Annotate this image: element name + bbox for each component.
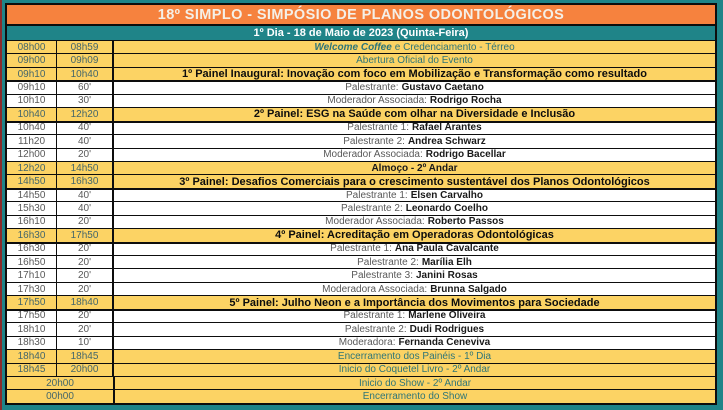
description-cell: Encerramento dos Painéis - 1º Dia xyxy=(337,350,492,362)
time-start-cell: 18h10 xyxy=(7,323,57,335)
speaker-role-label: Palestrante 2: xyxy=(341,202,403,214)
time-start-cell: 10h10 xyxy=(7,95,57,107)
speaker-role-label: Moderadora Associada: xyxy=(322,283,428,295)
time-start-cell: 17h50 xyxy=(7,296,57,308)
agenda-rows xyxy=(7,41,715,403)
time-start-cell: 15h30 xyxy=(7,202,57,214)
description-cell xyxy=(114,337,715,349)
event-title-text: 18º SIMPLO - SIMPÓSIO DE PLANOS ODONTOLÓGICOS xyxy=(157,6,565,23)
day-subtitle xyxy=(7,26,715,41)
description-cell: 4º Painel: Acreditação em Operadoras Odontológicas xyxy=(275,229,554,242)
agenda-row xyxy=(7,390,715,402)
speaker-name: Roberto Passos xyxy=(427,216,504,228)
description-cell xyxy=(114,81,715,93)
time-end-cell: 12h20 xyxy=(57,108,114,120)
time-merged-cell: 20h00 xyxy=(7,377,115,389)
speaker-role-label: Moderador Associada: xyxy=(325,216,425,228)
description-cell xyxy=(114,283,715,295)
agenda-row xyxy=(7,269,715,282)
time-end-cell: 20' xyxy=(57,269,114,281)
agenda-row xyxy=(7,350,715,363)
time-end-cell: 17h50 xyxy=(57,229,114,241)
time-start-cell: 14h50 xyxy=(7,189,57,201)
time-end-cell: 40' xyxy=(57,189,114,201)
description-cell: 1º Painel Inaugural: Inovação com foco em Mobilização e Transformação como resultado xyxy=(182,68,647,81)
time-end-cell: 40' xyxy=(57,202,114,214)
time-end-cell: 30' xyxy=(57,95,114,107)
description-cell xyxy=(114,122,715,134)
description-cell: Inicio do Show - 2º Andar xyxy=(358,377,472,389)
description-cell xyxy=(114,256,715,268)
time-end-cell: 16h30 xyxy=(57,175,114,187)
speaker-role-label: Palestrante: xyxy=(345,82,399,94)
description-cell xyxy=(114,269,715,281)
speaker-name: Rodrigo Rocha xyxy=(429,95,502,107)
description-cell xyxy=(114,310,715,322)
time-end-cell: 08h59 xyxy=(57,41,114,53)
description-cell xyxy=(114,243,715,255)
time-start-cell: 16h30 xyxy=(7,229,57,241)
speaker-role-label: Palestrante 2: xyxy=(344,323,407,335)
agenda-row xyxy=(7,229,715,242)
speaker-role-label: Moderador Associada: xyxy=(327,95,427,107)
speaker-role-label: Palestrante 1: xyxy=(347,122,410,134)
agenda-row xyxy=(7,202,715,215)
time-end-cell: 09h09 xyxy=(57,54,114,66)
description-cell xyxy=(114,41,715,53)
time-end-cell: 14h50 xyxy=(57,162,114,174)
speaker-name: Elsen Carvalho xyxy=(410,189,483,201)
description-cell: Encerramento do Show xyxy=(362,391,468,403)
time-end-cell: 20' xyxy=(57,216,114,228)
speaker-role-label: Palestrante 3: xyxy=(351,270,413,282)
description-cell: Almoço - 2º Andar xyxy=(371,162,458,174)
agenda-row xyxy=(7,122,715,135)
agenda-row xyxy=(7,95,715,108)
speaker-role-label: Moderador Associada: xyxy=(323,149,423,161)
speaker-name: Fernanda Ceneviva xyxy=(398,337,491,349)
agenda-row xyxy=(7,54,715,67)
time-end-cell: 18h40 xyxy=(57,296,114,308)
description-cell: Abertura Oficial do Evento xyxy=(356,55,473,67)
agenda-row xyxy=(7,41,715,54)
agenda-row xyxy=(7,135,715,148)
speaker-name: Andrea Schwarz xyxy=(407,135,486,147)
speaker-name: Brunna Salgado xyxy=(430,283,507,295)
agenda-row xyxy=(7,108,715,121)
welcome-rest-label: e Credenciamento - Térreo xyxy=(394,41,515,53)
speaker-name: Janini Rosas xyxy=(416,270,478,282)
agenda-row xyxy=(7,310,715,323)
time-start-cell: 16h30 xyxy=(7,243,57,255)
description-cell xyxy=(114,216,715,228)
event-title xyxy=(7,5,715,26)
day-subtitle-text: 1º Dia - 18 de Maio de 2023 (Quinta-Feira) xyxy=(253,27,469,39)
time-start-cell: 09h00 xyxy=(7,54,57,66)
agenda-table xyxy=(5,3,717,405)
time-start-cell: 16h10 xyxy=(7,216,57,228)
description-cell xyxy=(114,149,715,161)
time-end-cell: 40' xyxy=(57,122,114,134)
agenda-row xyxy=(7,175,715,188)
agenda-row xyxy=(7,256,715,269)
time-start-cell: 17h50 xyxy=(7,310,57,322)
time-start-cell: 12h00 xyxy=(7,149,57,161)
time-end-cell: 20h00 xyxy=(57,364,114,376)
description-cell: 5º Painel: Julho Neon e a Importância dos Movimentos para Sociedade xyxy=(229,296,600,309)
welcome-coffee-label: Welcome Coffee xyxy=(314,41,392,53)
speaker-name: Leonardo Coelho xyxy=(405,202,488,214)
description-cell: Inicio do Coquetel Livro - 2º Andar xyxy=(338,364,491,376)
time-start-cell: 17h10 xyxy=(7,269,57,281)
agenda-row xyxy=(7,243,715,256)
time-start-cell: 14h50 xyxy=(7,175,57,187)
time-end-cell: 20' xyxy=(57,323,114,335)
agenda-row xyxy=(7,216,715,229)
time-start-cell: 08h00 xyxy=(7,41,57,53)
time-start-cell: 18h40 xyxy=(7,350,57,362)
time-start-cell: 18h30 xyxy=(7,337,57,349)
speaker-role-label: Palestrante 1: xyxy=(346,189,408,201)
description-cell xyxy=(114,323,715,335)
page-left-edge xyxy=(0,0,2,410)
time-end-cell: 20' xyxy=(57,243,114,255)
speaker-name: Marlene Oliveira xyxy=(408,310,486,322)
time-end-cell: 20' xyxy=(57,283,114,295)
agenda-row xyxy=(7,377,715,390)
agenda-row xyxy=(7,283,715,296)
agenda-row xyxy=(7,364,715,377)
agenda-row xyxy=(7,296,715,309)
time-end-cell: 20' xyxy=(57,310,114,322)
time-start-cell: 09h10 xyxy=(7,68,57,80)
speaker-name: Rodrigo Bacellar xyxy=(425,149,506,161)
time-end-cell: 40' xyxy=(57,135,114,147)
description-cell xyxy=(114,135,715,147)
agenda-row xyxy=(7,81,715,94)
agenda-row xyxy=(7,68,715,81)
agenda-row xyxy=(7,323,715,336)
agenda-row xyxy=(7,162,715,175)
description-cell xyxy=(114,95,715,107)
time-end-cell: 10' xyxy=(57,337,114,349)
description-cell xyxy=(114,189,715,201)
description-cell xyxy=(114,202,715,214)
time-end-cell: 18h45 xyxy=(57,350,114,362)
time-end-cell: 10h40 xyxy=(57,68,114,80)
speaker-name: Dudi Rodrigues xyxy=(409,323,485,335)
time-start-cell: 10h40 xyxy=(7,108,57,120)
time-merged-cell: 00h00 xyxy=(7,390,115,402)
time-start-cell: 10h40 xyxy=(7,122,57,134)
speaker-role-label: Palestrante 1: xyxy=(343,310,406,322)
agenda-row xyxy=(7,149,715,162)
time-start-cell: 18h45 xyxy=(7,364,57,376)
speaker-role-label: Palestrante 1: xyxy=(330,243,392,255)
time-start-cell: 09h10 xyxy=(7,81,57,93)
speaker-role-label: Palestrante 2: xyxy=(343,135,405,147)
description-cell: 2º Painel: ESG na Saúde com olhar na Diversidade e Inclusão xyxy=(253,108,576,121)
time-start-cell: 11h20 xyxy=(7,135,57,147)
time-start-cell: 16h50 xyxy=(7,256,57,268)
time-end-cell: 20' xyxy=(57,149,114,161)
speaker-name: Marília Elh xyxy=(421,256,472,268)
agenda-row xyxy=(7,189,715,202)
time-start-cell: 17h30 xyxy=(7,283,57,295)
speaker-role-label: Palestrante 2: xyxy=(357,256,419,268)
speaker-name: Gustavo Caetano xyxy=(401,82,484,94)
speaker-role-label: Moderadora: xyxy=(338,337,396,349)
time-end-cell: 60' xyxy=(57,81,114,93)
description-cell: 3º Painel: Desafios Comerciais para o crescimento sustentável dos Planos Odontológicos xyxy=(179,175,650,188)
agenda-row xyxy=(7,337,715,350)
time-start-cell: 12h20 xyxy=(7,162,57,174)
time-end-cell: 20' xyxy=(57,256,114,268)
speaker-name: Ana Paula Cavalcante xyxy=(394,243,499,255)
speaker-name: Rafael Arantes xyxy=(412,122,482,134)
